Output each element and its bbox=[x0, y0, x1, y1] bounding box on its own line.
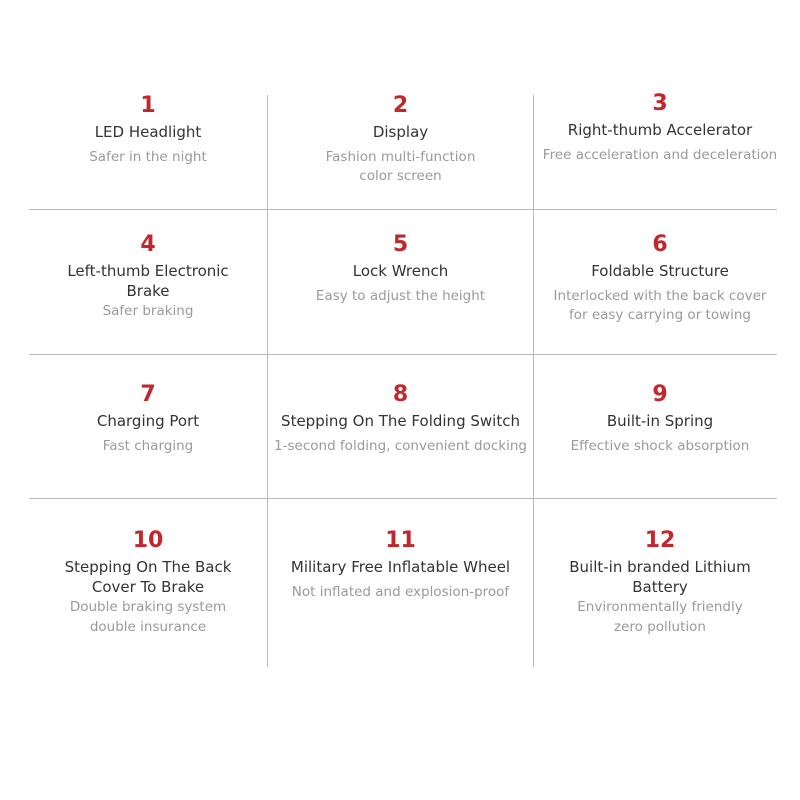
feature-cell-7 bbox=[29, 382, 267, 456]
feature-cell-5 bbox=[268, 232, 533, 306]
feature-number: 6 bbox=[652, 232, 668, 257]
feature-description: Safer in the night bbox=[89, 148, 207, 165]
feature-number: 3 bbox=[652, 91, 668, 116]
feature-cell-10 bbox=[29, 528, 267, 637]
feature-cell-2 bbox=[268, 93, 533, 187]
feature-number: 10 bbox=[132, 528, 164, 553]
feature-description: Free acceleration and deceleration bbox=[542, 146, 778, 163]
feature-description: Double braking system double insurance bbox=[69, 599, 227, 635]
feature-cell-3 bbox=[534, 91, 786, 165]
feature-cell-9 bbox=[534, 382, 786, 456]
feature-description: 1-second folding, convenient docking bbox=[274, 437, 527, 454]
row-divider-2 bbox=[29, 354, 777, 355]
feature-number: 4 bbox=[140, 232, 156, 257]
feature-number: 5 bbox=[392, 232, 409, 257]
feature-title: Built-in Spring bbox=[606, 412, 714, 430]
feature-description: Fashion multi-function color screen bbox=[325, 148, 476, 184]
feature-number: 12 bbox=[644, 528, 676, 553]
feature-number: 11 bbox=[385, 528, 416, 553]
feature-description: Fast charging bbox=[102, 437, 194, 454]
row-divider-1 bbox=[29, 209, 777, 210]
feature-description: Effective shock absorption bbox=[570, 437, 750, 454]
feature-cell-1 bbox=[29, 93, 267, 167]
feature-description: Safer braking bbox=[102, 303, 194, 319]
feature-cell-12 bbox=[518, 528, 800, 637]
feature-description: Easy to adjust the height bbox=[315, 287, 486, 304]
feature-title: Charging Port bbox=[96, 412, 200, 430]
feature-cell-6 bbox=[534, 232, 786, 326]
feature-number: 8 bbox=[392, 382, 409, 407]
feature-number: 9 bbox=[652, 382, 668, 407]
feature-title: Lock Wrench bbox=[352, 262, 449, 280]
feature-number: 1 bbox=[140, 93, 156, 118]
row-divider-3 bbox=[29, 498, 777, 499]
feature-title: Built-in branded Lithium Battery bbox=[569, 558, 751, 596]
feature-title: Foldable Structure bbox=[591, 262, 729, 280]
feature-number: 7 bbox=[140, 382, 156, 407]
feature-title: Military Free Inflatable Wheel bbox=[290, 558, 511, 576]
feature-number: 2 bbox=[392, 93, 409, 118]
feature-title: LED Headlight bbox=[94, 123, 202, 141]
feature-title: Display bbox=[372, 123, 429, 141]
feature-cell-4 bbox=[29, 232, 267, 322]
feature-cell-8 bbox=[268, 382, 533, 456]
feature-title: Stepping On The Back Cover To Brake bbox=[64, 558, 232, 596]
feature-title: Stepping On The Folding Switch bbox=[281, 412, 520, 430]
feature-description: Not inflated and explosion-proof bbox=[291, 583, 510, 600]
feature-cell-11 bbox=[268, 528, 533, 602]
feature-description: Environmentally friendly zero pollution bbox=[577, 599, 743, 635]
feature-title: Right-thumb Accelerator bbox=[567, 121, 753, 139]
feature-title: Left-thumb Electronic Brake bbox=[67, 262, 229, 300]
feature-description: Interlocked with the back cover for easy carrying or towing bbox=[553, 287, 767, 323]
